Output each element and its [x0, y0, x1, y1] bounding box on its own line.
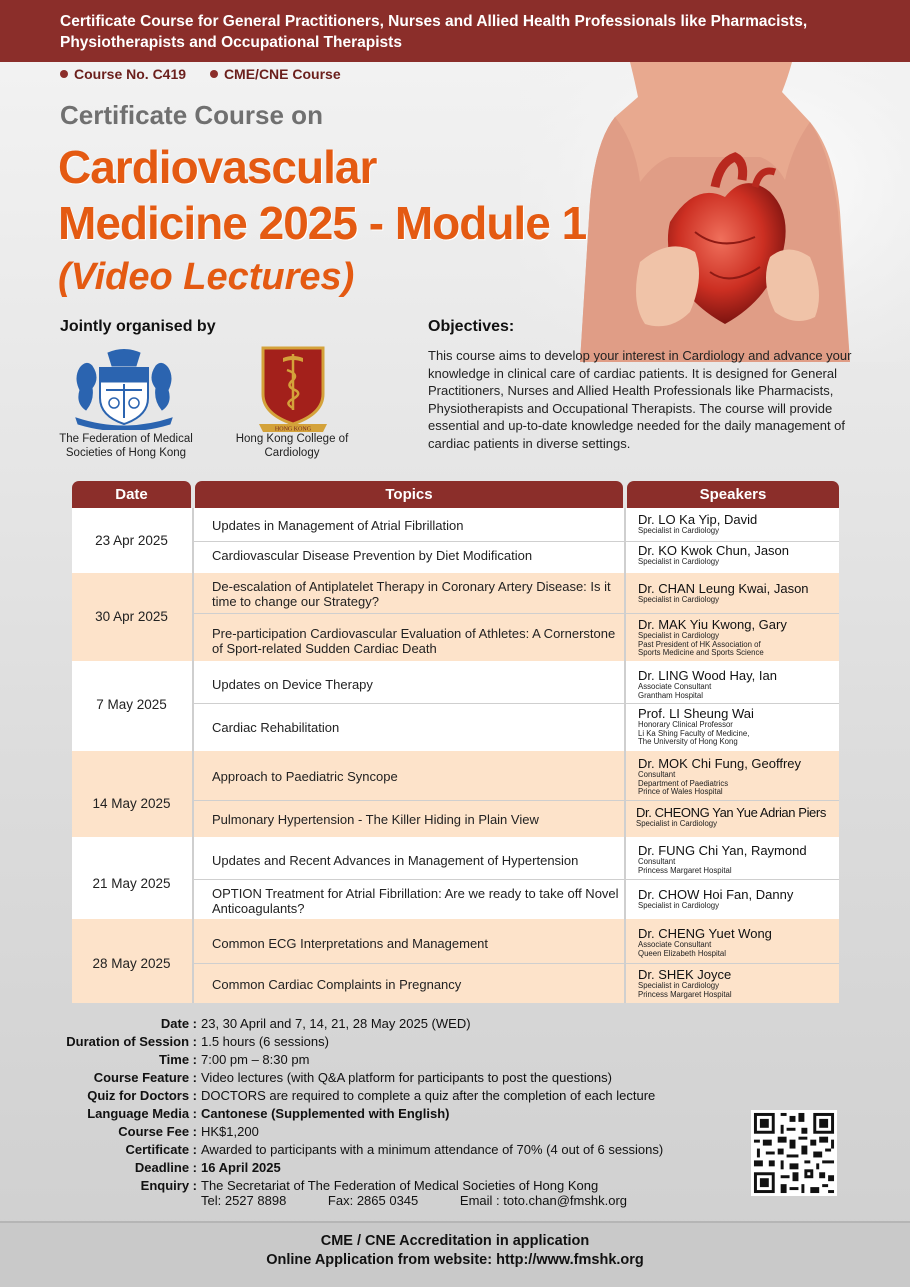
enquiry-tel: Tel: 2527 8898 [201, 1193, 287, 1208]
detail-label: Language Media : [87, 1106, 197, 1121]
detail-label: Deadline : [134, 1160, 197, 1175]
topic-cell: De-escalation of Antiplatelet Therapy in Coronary Artery Disease: Is it time to change our Strategy? [212, 579, 611, 609]
session-date: 7 May 2025 [96, 697, 167, 712]
session-date: 28 May 2025 [92, 956, 171, 971]
detail-value: HK$1,200 [201, 1124, 259, 1139]
footer-bar [0, 1221, 910, 1287]
course-type: CME/CNE Course [223, 66, 341, 82]
topic-cell: Updates in Management of Atrial Fibrillation [212, 518, 464, 533]
detail-value: DOCTORS are required to complete a quiz after the completion of each lecture [201, 1088, 656, 1103]
detail-label: Quiz for Doctors : [87, 1088, 197, 1103]
session-date: 21 May 2025 [92, 876, 171, 891]
speaker-name: Dr. CHAN Leung Kwai, Jason [638, 581, 809, 596]
session-date: 30 Apr 2025 [95, 609, 168, 624]
session-group [72, 573, 839, 661]
course-subtitle: Certificate Course on [60, 100, 323, 130]
detail-value: Video lectures (with Q&A platform for participants to post the questions) [201, 1070, 612, 1085]
course-title-line-2: Medicine 2025 - Module 1 [58, 197, 587, 249]
speaker-cell [638, 888, 838, 911]
objectives-text: This course aims to develop your interest in Cardiology and advance your knowledge in clinical care of cardiac patients. It is designed for General Practitioners, Nurses and Allied Health Professionals like Pharmacists, Physiotherapists and Occupational Therapists. The course will provide essential and up-to-date knowledge needed for the daily management of cardiac patients in diverse settings. [428, 348, 852, 451]
organisers-heading: Jointly organised by [60, 318, 216, 335]
detail-value: 16 April 2025 [201, 1160, 281, 1175]
header-speakers: Speakers [627, 481, 839, 508]
bullet-icon [210, 70, 218, 78]
speaker-name: Dr. LING Wood Hay, Ian [638, 668, 777, 683]
topic-cell: OPTION Treatment for Atrial Fibrillation: Are we ready to take off Novel Anticoagulants? [212, 886, 619, 916]
speaker-name: Dr. KO Kwok Chun, Jason [638, 543, 790, 558]
detail-value: 1.5 hours (6 sessions) [201, 1034, 329, 1049]
course-number: Course No. C419 [74, 66, 187, 82]
enquiry-fax: Fax: 2865 0345 [327, 1193, 419, 1208]
session-group [72, 751, 839, 837]
speaker-cell [638, 707, 838, 747]
detail-label: Time : [158, 1052, 197, 1067]
detail-label: Course Feature : [93, 1070, 197, 1085]
speaker-cell [638, 582, 838, 605]
detail-value: Cantonese (Supplemented with English) [201, 1106, 450, 1121]
speaker-cell [636, 806, 839, 829]
bullet-icon [60, 70, 68, 78]
speaker-cell [638, 513, 838, 536]
organiser-fmshk: The Federation of Medical Societies of Hong Kong [59, 433, 193, 459]
speaker-info: Consultant Department of Paediatrics Prince of Wales Hospital [638, 770, 729, 796]
detail-label: Enquiry : [140, 1178, 197, 1193]
speaker-info: Specialist in Cardiology [638, 595, 720, 604]
session-group [72, 661, 839, 751]
detail-value: 7:00 pm – 8:30 pm [201, 1052, 310, 1067]
speaker-name: Dr. MAK Yiu Kwong, Gary [638, 617, 787, 632]
topic-cell: Pulmonary Hypertension - The Killer Hiding in Plain View [212, 812, 539, 827]
online-application-link[interactable]: Online Application from website: http://www.fmshk.org [266, 1252, 644, 1268]
detail-value: 23, 30 April and 7, 14, 21, 28 May 2025 (WED) [201, 1016, 471, 1031]
speaker-name: Dr. CHOW Hoi Fan, Danny [638, 887, 794, 902]
detail-value: Awarded to participants with a minimum attendance of 70% (4 out of 6 sessions) [201, 1142, 664, 1157]
topic-cell: Cardiovascular Disease Prevention by Diet Modification [212, 548, 533, 563]
session-date: 14 May 2025 [92, 796, 171, 811]
header-date: Date [72, 481, 191, 508]
speaker-name: Dr. LO Ka Yip, David [638, 512, 758, 527]
speaker-cell [638, 757, 838, 797]
speaker-info: Honorary Clinical Professor Li Ka Shing Faculty of Medicine, The University of Hong Kong [638, 720, 750, 746]
objectives-heading: Objectives: [428, 318, 515, 335]
speaker-info: Specialist in Cardiology [638, 557, 720, 566]
organiser-hkcc: Hong Kong College of Cardiology [235, 433, 349, 459]
fmshk-logo [70, 348, 178, 430]
detail-label: Certificate : [125, 1142, 197, 1157]
course-title-line-3: (Video Lectures) [58, 256, 355, 298]
detail-label: Course Fee : [118, 1124, 197, 1139]
speaker-name: Dr. SHEK Joyce [638, 967, 732, 982]
session-group [72, 508, 839, 573]
header-line-2: Physiotherapists and Occupational Therapists [60, 34, 402, 51]
speaker-info: Specialist in Cardiology [638, 526, 720, 535]
speaker-info: Specialist in Cardiology [638, 901, 720, 910]
topic-cell: Pre-participation Cardiovascular Evaluation of Athletes: A Cornerstone of Sport-related Sudden Cardiac Death [212, 626, 616, 656]
topic-cell: Common Cardiac Complaints in Pregnancy [212, 977, 462, 992]
topic-cell: Cardiac Rehabilitation [212, 720, 340, 735]
speaker-info: Associate Consultant Queen Elizabeth Hospital [638, 940, 726, 958]
speaker-cell [638, 844, 838, 875]
speaker-name: Dr. CHENG Yuet Wong [638, 926, 772, 941]
speaker-info: Specialist in Cardiology [636, 819, 718, 828]
detail-label: Duration of Session : [66, 1034, 197, 1049]
speaker-name: Dr. MOK Chi Fung, Geoffrey [638, 756, 802, 771]
course-title-line-1: Cardiovascular [58, 141, 377, 193]
session-date: 23 Apr 2025 [95, 533, 168, 548]
qr-code-icon[interactable] [751, 1110, 837, 1196]
hkcc-logo [255, 344, 331, 434]
speaker-cell [638, 927, 838, 958]
topic-cell: Approach to Paediatric Syncope [212, 769, 398, 784]
speaker-info: Consultant Princess Margaret Hospital [638, 857, 732, 875]
speaker-name: Dr. FUNG Chi Yan, Raymond [638, 843, 807, 858]
enquiry-email[interactable]: Email : toto.chan@fmshk.org [459, 1193, 628, 1208]
detail-label: Date : [160, 1016, 197, 1031]
speaker-cell [638, 618, 838, 658]
speaker-info: Associate Consultant Grantham Hospital [638, 682, 712, 700]
speaker-info: Specialist in Cardiology Past President of HK Association of Sports Medicine and Sports Science [638, 631, 764, 657]
session-group [72, 919, 839, 1003]
topic-cell: Updates on Device Therapy [212, 677, 373, 692]
speaker-name: Dr. CHEONG Yan Yue Adrian Piers [636, 805, 826, 820]
topic-cell: Common ECG Interpretations and Management [212, 936, 489, 951]
course-tags [60, 66, 341, 82]
svg-text:HONG KONG: HONG KONG [274, 426, 312, 433]
session-group [72, 837, 839, 919]
speaker-cell [638, 968, 838, 999]
accreditation-note: CME / CNE Accreditation in application [320, 1233, 590, 1249]
speaker-info: Specialist in Cardiology Princess Margaret Hospital [638, 981, 732, 999]
header-topics: Topics [195, 481, 623, 508]
detail-value: The Secretariat of The Federation of Medical Societies of Hong Kong [201, 1178, 599, 1193]
enquiry-contacts [201, 1193, 665, 1208]
speaker-cell [638, 669, 838, 700]
header-banner [0, 0, 910, 62]
speaker-cell [638, 544, 838, 567]
topic-cell: Updates and Recent Advances in Management of Hypertension [212, 853, 579, 868]
header-line-1: Certificate Course for General Practitioners, Nurses and Allied Health Professionals like Pharmacists, [60, 13, 808, 30]
speaker-name: Prof. LI Sheung Wai [638, 706, 754, 721]
